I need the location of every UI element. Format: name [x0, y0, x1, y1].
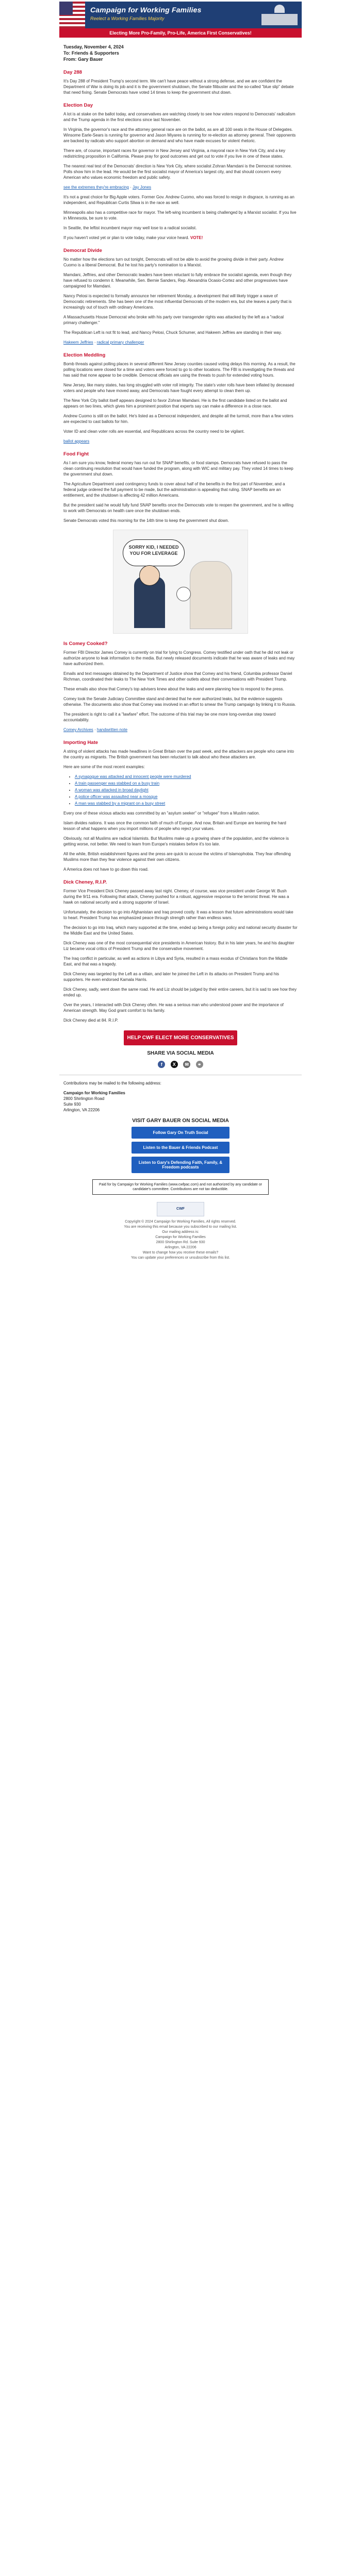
- paragraph: The Agriculture Department used contingency funds to cover about half of the benefits in the first part of November, and a federal judge ordered the full payment to be made, but the administration is appealing that ruling. SNAP benefits are an entitlement, and the shutdown is affecting 42 million Americans.: [63, 482, 285, 498]
- paragraph: Minneapolis also has a competitive race for mayor. The left-wing incumbent is being challenged by a Marxist socialist. If you live in Minnesota, be sure to vote.: [63, 210, 297, 221]
- flag-icon: [59, 2, 85, 28]
- paragraph: Nancy Pelosi is expected to formally announce her retirement Monday, a development that will likely trigger a wave of Democratic retirements. She has been one of the most influential Democrats of the modern era, but she leaves a party that is increasingly out of touch with ordinary Americans.: [63, 294, 292, 310]
- email-date: Tuesday, November 4, 2024: [63, 44, 124, 49]
- address-street: 2800 Shirlington Road: [63, 1096, 105, 1101]
- article-link[interactable]: handwritten note: [96, 727, 128, 732]
- section-heading: Is Comey Cooked?: [63, 641, 108, 647]
- footer-line[interactable]: You can update your preferences or unsubscribe from this list.: [131, 1256, 230, 1260]
- paragraph: The Iraq conflict in particular, as well as actions in Libya and Syria, resulted in a mass exodus of Christians from the Middle East, and that was a tragedy.: [63, 956, 288, 967]
- paragraph: A string of violent attacks has made headlines in Great Britain over the past week, and the attackers are people who came into the country as migrants. The British government has been reluctant to talk about who these attackers are.: [63, 749, 294, 759]
- footer-line: Want to change how you receive these emails?: [142, 1251, 219, 1255]
- paragraph: No matter how the elections turn out tonight, Democrats will not be able to avoid the growing divide in their party. Andrew Cuomo is a liberal Democrat. But he lost his party's nomination to a Marxist.: [63, 257, 284, 267]
- section-heading: Election Day: [63, 103, 93, 108]
- link-icon[interactable]: ⚭: [196, 1061, 203, 1068]
- brand-tagline: Reelect a Working Families Majority: [90, 16, 165, 21]
- footer-line: Campaign for Working Families: [155, 1235, 206, 1239]
- share-heading: SHARE VIA SOCIAL MEDIA: [147, 1050, 214, 1056]
- paragraph: Andrew Cuomo is still on the ballot. He's listed as a Democrat independent, and despite all the turmoil, more than a few voters are expected to cast ballots for him.: [63, 414, 293, 424]
- paragraph: [63, 235, 298, 241]
- paragraph: Dick Cheney, sadly, went down the same road. He and Liz should be judged by their entire careers, but it is sad to see how they ended up.: [63, 987, 297, 997]
- footer-logo: CWF: [157, 1202, 204, 1216]
- article-link[interactable]: A train passenger was stabbed on a busy train: [75, 781, 160, 786]
- section-heading: Importing Hate: [63, 740, 99, 745]
- paragraph: In Virginia, the governor's race and the attorney general race are on the ballot, as are all 100 seats in the House of Delegates. Winsome Earle-Sears is running for governor and Jason Miyares is running for re-election as attorney general. Their opponents are backed by radicals who support abortion on demand and who have made excuses for violent rhetoric.: [63, 127, 296, 143]
- facebook-icon[interactable]: f: [158, 1061, 165, 1068]
- paid-for-disclaimer: Paid for by Campaign for Working Families (www.cwfpac.com) and not authorized by any candidate or candidate's committee. Contributions are not tax deductible.: [92, 1179, 269, 1195]
- paragraph: Hakeem Jeffries · radical primary challenger: [63, 340, 144, 345]
- vote-reminder: If you haven't voted yet or plan to vote today, make your voice heard.: [63, 235, 189, 240]
- address-suite: Suite 930: [63, 1102, 81, 1107]
- speech-bubble: SORRY KID, I NEEDED YOU FOR LEVERAGE: [123, 539, 185, 566]
- cartoon-figure-child: [190, 561, 232, 629]
- section-heading: Election Meddling: [63, 352, 106, 358]
- paragraph: Here are some of the most recent examples:: [63, 765, 145, 769]
- article-link[interactable]: ballot appears: [63, 439, 90, 444]
- paragraph: see the extremes they're embracing · Jay Jones: [63, 185, 152, 190]
- visit-heading: VISIT GARY BAUER ON SOCIAL MEDIA: [132, 1118, 229, 1124]
- paragraph: Comey took the Senate Judiciary Committee stand and denied that he ever authorized leaks, but the evidence suggests otherwise. The documents also show that Comey was involved in an effort to smear the Trump campaign by linking it to Russia.: [63, 697, 296, 707]
- truth-social-button[interactable]: Follow Gary On Truth Social: [132, 1127, 229, 1139]
- podcast-button[interactable]: Listen to the Bauer & Friends Podcast: [132, 1142, 229, 1154]
- paragraph: The New York City ballot itself appears designed to favor Zohran Mamdani. He is the first candidate listed on the ballot and appears on two lines, which gives him a prominent position that experts say can make a difference in a close race.: [63, 398, 287, 409]
- paragraph: It's Day 288 of President Trump's second term. We can't have peace without a strong defense, and we are confident the Department of War is doing its job and it is the government shutdown, the Senate filibuster and the so-called "blue slip" debate that need fixing. Senate Democrats have voted 14 times to keep the government shut down.: [63, 79, 294, 95]
- paragraph: Voter ID and clean voter rolls are essential, and Republicans across the country need to be vigilant.: [63, 429, 245, 434]
- paragraph: [63, 438, 298, 444]
- address-note: Contributions may be mailed to the following address:: [63, 1081, 161, 1086]
- paragraph: A Massachusetts House Democrat who broke with his party over transgender rights was attacked by the left as a "radical primary challenger.": [63, 315, 284, 325]
- attack-list: [75, 774, 298, 806]
- paragraph: Senate Democrats voted this morning for the 14th time to keep the government shut down.: [63, 518, 229, 523]
- list-item: [75, 801, 298, 806]
- paragraph: It's not a great choice for Big Apple voters. Former Gov. Andrew Cuomo, who was forced to resign in disgrace, is running as an independent, and Republican Curtis Sliwa is in the race as well.: [63, 195, 294, 205]
- ball-icon: [176, 587, 191, 601]
- email-to: To: Friends & Supporters: [63, 50, 119, 56]
- paragraph: Every one of these vicious attacks was committed by an "asylum seeker" or "refugee" from a Muslim nation.: [63, 811, 260, 816]
- paragraph: There are, of course, important races for governor in New Jersey and Virginia, a mayoral race in New York City, and a key redistricting proposition in California. Please pray for good outcomes and get out to vote if you live in one of these states.: [63, 148, 286, 159]
- paragraph: The Republican Left is not fit to lead, and Nancy Pelosi, Chuck Schumer, and Hakeem Jeffries are standing in their way.: [63, 330, 282, 335]
- paragraph: Obviously, not all Muslims are radical Islamists. But Muslims make up a growing share of the population, and the violence is getting worse, not better. We need to learn from Europe's mistakes before it's too late.: [63, 836, 289, 846]
- footer-line: Copyright © 2024 Campaign for Working Families, All rights reserved.: [125, 1220, 236, 1224]
- paragraph: These emails also show that Comey's top advisers knew about the leaks and were planning how to respond to the press.: [63, 687, 284, 691]
- paragraph: A lot is at stake on the ballot today, and conservatives are watching closely to see how voters respond to Democrats' radicalism and the Trump agenda in the first elections since last November.: [63, 112, 296, 122]
- faith-podcast-button[interactable]: Listen to Gary's Defending Faith, Family, & Freedom podcasts: [132, 1157, 229, 1173]
- article-link[interactable]: radical primary challenger: [96, 340, 144, 345]
- list-item: [75, 787, 298, 793]
- paragraph: Former FBI Director James Comey is currently on trial for lying to Congress. Comey testified under oath that he did not leak or authorize anyone to leak information to the media. But newly released documents indicate that he was aware of leaks and may have authorized them.: [63, 650, 295, 666]
- political-cartoon: [113, 530, 248, 634]
- paragraph: New Jersey, like many states, has long struggled with voter roll integrity. The state's voter rolls have been inflated by deceased voters and people who have moved away, and Democrats have fought every attempt to clean them up.: [63, 383, 294, 393]
- paragraph: Over the years, I interacted with Dick Cheney often. He was a serious man who understood power and the importance of American strength. May God grant comfort to his family.: [63, 1003, 284, 1013]
- paragraph: Islam divides nations. It was once the common faith of much of Europe. And now, Britain and Europe are learning the hard lesson of what happens when you import millions of people who reject your values.: [63, 821, 286, 831]
- email-meta: [59, 38, 302, 62]
- address-org: Campaign for Working Families: [63, 1091, 125, 1095]
- share-icons: [59, 1059, 302, 1069]
- paragraph: In Seattle, the leftist incumbent mayor may well lose to a radical socialist.: [63, 226, 197, 230]
- article-link[interactable]: A woman was attacked in broad daylight: [75, 788, 149, 792]
- footer: [59, 1202, 302, 1261]
- capitol-icon: [261, 5, 298, 25]
- paragraph: Emails and text messages obtained by the Department of Justice show that Comey and his friend, Columbia professor Daniel Richman, coordinated their leaks to The New York Times and other outlets about their conversations with President Trump.: [63, 671, 292, 682]
- email-icon[interactable]: ✉: [183, 1061, 190, 1068]
- article-link[interactable]: A synagogue was attacked and innocent people were murdered: [75, 774, 191, 779]
- vote-callout: VOTE!: [190, 235, 203, 240]
- footer-line: 2800 Shirlington Rd. Suite 930: [156, 1241, 205, 1244]
- footer-line: Arlington, VA 22206: [165, 1246, 196, 1249]
- brand-name: Campaign for Working Families: [90, 6, 202, 14]
- cartoon-figure-head: [139, 565, 160, 586]
- paragraph: The nearest real test of the Democrats' direction is New York City, where socialist Zohran Mamdani is the Democrat nominee. Polls show him in the lead. He would be the first socialist mayor of America's largest city, and that should concern every American who values economic freedom and public safety.: [63, 164, 292, 180]
- footer-line: You are receiving this email because you subscribed to our mailing list.: [124, 1225, 237, 1229]
- article-link[interactable]: see the extremes they're embracing: [63, 185, 129, 190]
- email-from: From: Gary Bauer: [63, 57, 103, 62]
- paragraph: Unfortunately, the decision to go into Afghanistan and Iraq proved costly. It was a lesson that future administrations would take to heart. President Trump has emphasized peace through strength rather than endless wars.: [63, 910, 293, 920]
- paragraph: All the while, British establishment figures and the press are quick to accuse the victims of Islamophobia. They fear offending Muslims more than they fear violence against their own citizens.: [63, 852, 291, 862]
- newsletter: [59, 2, 302, 1261]
- twitter-icon[interactable]: X: [171, 1061, 178, 1068]
- list-item: [75, 774, 298, 779]
- paragraph: Mamdani, Jeffries, and other Democratic leaders have been reluctant to fully embrace the socialist agenda, even though they have refused to condemn it. Meanwhile, Sen. Bernie Sanders, Rep. Alexandria Ocasio-Cortez and other progressives have campaigned for Mamdani.: [63, 273, 292, 289]
- section-heading: Democrat Divide: [63, 248, 102, 253]
- mailing-address: [59, 1080, 302, 1113]
- paragraph: But the president said he would fully fund SNAP benefits once the Democrats vote to reopen the government, and he is willing to work with Democrats on health care once the shutdown ends.: [63, 503, 293, 513]
- paragraph: As I am sure you know, federal money has run out for SNAP benefits, or food stamps. Democrats have refused to pass the clean continuing resolution that would have funded the program, along with WIC and military pay. They voted 14 times to keep the government shut down.: [63, 461, 293, 477]
- mission-strip: Electing More Pro-Family, Pro-Life, America First Conservatives!: [59, 28, 302, 38]
- list-item: [75, 781, 298, 786]
- article-link[interactable]: Jay Jones: [133, 185, 152, 190]
- address-city: Arlington, VA 22206: [63, 1108, 100, 1112]
- article-link[interactable]: Hakeem Jeffries: [63, 340, 93, 345]
- list-item: [75, 794, 298, 800]
- section-heading: Food Fight: [63, 451, 89, 457]
- email-body: [59, 70, 302, 1023]
- paragraph: Bomb threats against polling places in several different New Jersey counties caused voting delays this morning. As a result, the polling locations were closed for a time and voters were forced to go to other locations. The FBI is investigating the threats and has said that none appear to be credible. Democrat officials are using the threats to push for extended voting hours.: [63, 362, 296, 378]
- paragraph: Comey Archives · handwritten note: [63, 727, 128, 732]
- paragraph: A America does not have to go down this road.: [63, 867, 149, 872]
- paragraph: Dick Cheney was targeted by the Left as a villain, and later he joined the Left in its attacks on President Trump and his supporters. He even endorsed Kamala Harris.: [63, 972, 280, 982]
- paragraph: The decision to go into Iraq, which many supported at the time, ended up being a foreign policy and national security disaster for the Middle East and the United States.: [63, 925, 298, 936]
- paragraph: Former Vice President Dick Cheney passed away last night. Cheney, of course, was vice president under George W. Bush during the 9/11 era. Following that attack, Cheney pushed for a robust, aggressive response to the terrorist threat. He was a hawk on national security and a strong supporter of Israel.: [63, 889, 289, 905]
- paragraph: The president is right to call it a "lawfare" effort. The outcome of this trial may be one more long-overdue step toward accountability.: [63, 712, 276, 722]
- section-heading: Dick Cheney, R.I.P.: [63, 879, 107, 885]
- section-heading: Day 288: [63, 70, 82, 75]
- donate-button[interactable]: HELP CWF ELECT MORE CONSERVATIVES: [124, 1030, 237, 1045]
- article-link[interactable]: Comey Archives: [63, 727, 93, 732]
- footer-line: Our mailing address is:: [162, 1230, 199, 1234]
- article-link[interactable]: A man was stabbed by a migrant on a busy street: [75, 801, 166, 806]
- paragraph: Dick Cheney died at 84. R.I.P.: [63, 1018, 119, 1023]
- article-link[interactable]: A police officer was assaulted near a mosque: [75, 794, 158, 799]
- paragraph: Dick Cheney was one of the most consequential vice presidents in American history. But in his later years, he and his daughter Liz became vocal critics of President Trump and the conservative movement.: [63, 941, 294, 951]
- header-banner: [59, 2, 302, 28]
